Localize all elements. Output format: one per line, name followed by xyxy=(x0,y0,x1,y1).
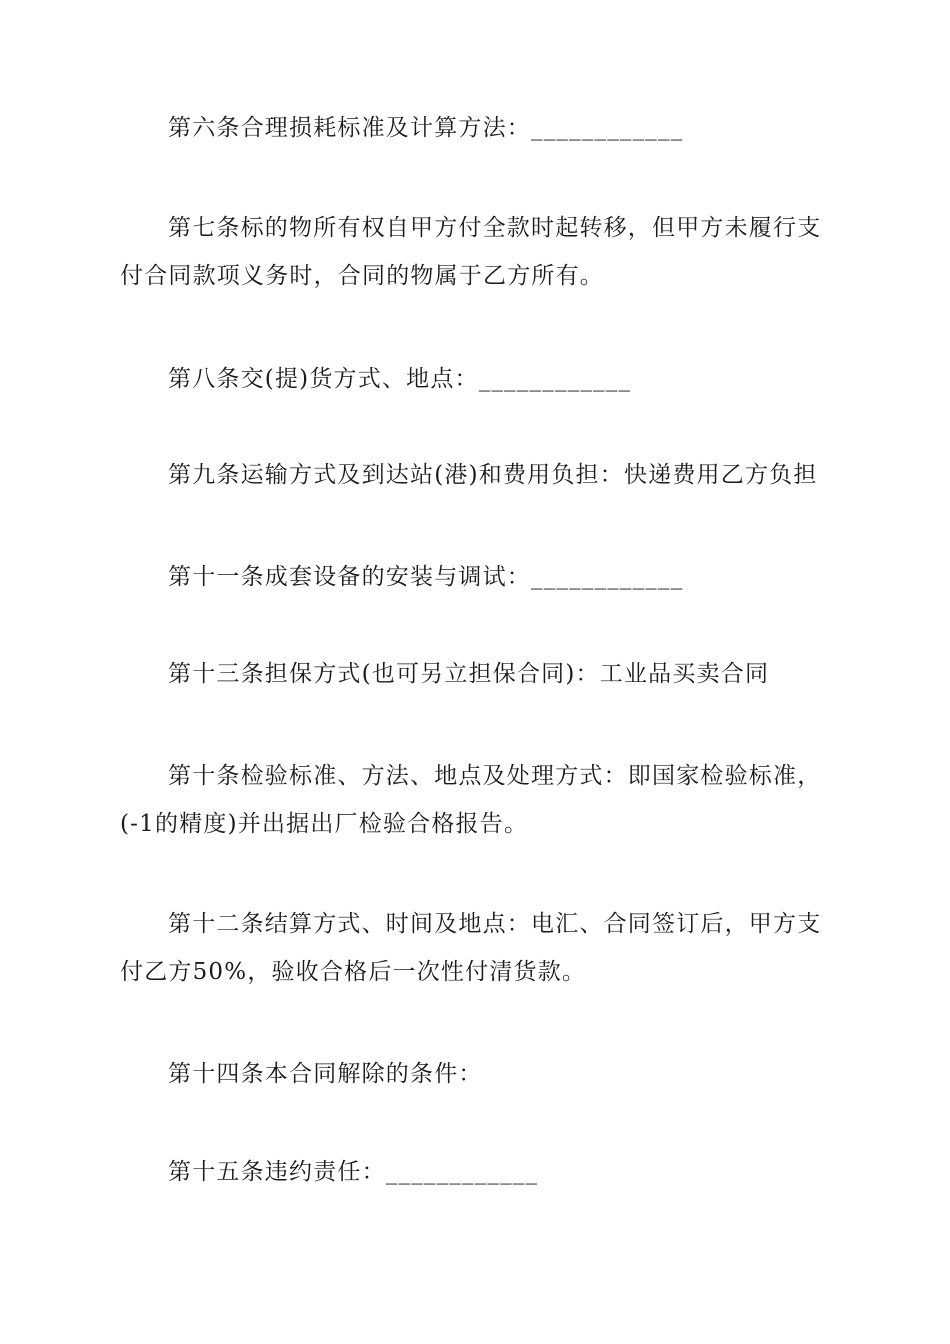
clause-10: 第十条检验标准、方法、地点及处理方式：即国家检验标准，(-1的精度)并出据出厂检验合格报告。 xyxy=(120,763,822,837)
clause-15: 第十五条违约责任：____________ xyxy=(168,1159,539,1185)
clause-13: 第十三条担保方式(也可另立担保合同)：工业品买卖合同 xyxy=(168,661,770,687)
clause-9: 第九条运输方式及到达站(港)和费用负担：快递费用乙方负担 xyxy=(168,462,818,488)
clause-11: 第十一条成套设备的安装与调试：____________ xyxy=(168,564,684,590)
clause-7: 第七条标的物所有权自甲方付全款时起转移，但甲方未履行支付合同款项义务时，合同的物属于乙方所有。 xyxy=(120,215,822,289)
clause-6: 第六条合理损耗标准及计算方法：____________ xyxy=(168,115,684,141)
clause-12: 第十二条结算方式、时间及地点：电汇、合同签订后，甲方支付乙方50%，验收合格后一次性付清货款。 xyxy=(120,911,822,985)
clause-8: 第八条交(提)货方式、地点：____________ xyxy=(168,366,632,392)
clause-14: 第十四条本合同解除的条件： xyxy=(168,1061,483,1087)
